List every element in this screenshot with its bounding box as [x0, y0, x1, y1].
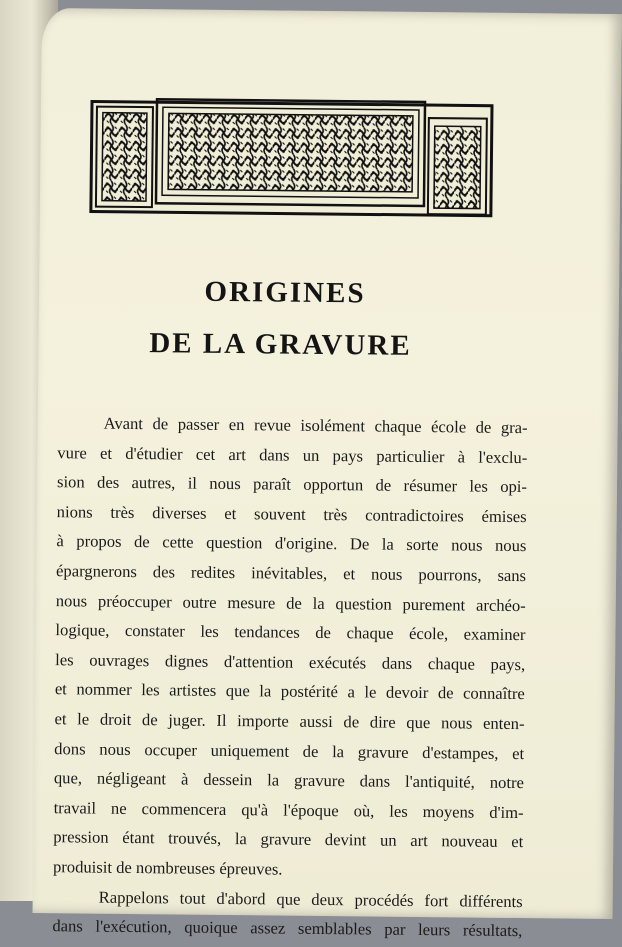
floral-headpiece-ornament-icon	[90, 97, 493, 219]
text-line: vure et d'étudier cet art dans un pays particulier à l'exclu-	[57, 442, 528, 467]
text-line: nous préoccuper outre mesure de la question purement archéo-	[55, 590, 526, 615]
text-line: et nommer les artistes que la postérité a le devoir de connaître	[54, 679, 525, 704]
text-line: dans l'exécution, quoique assez semblables par leurs résultats,	[52, 916, 523, 941]
text-line: Avant de passer en revue isolément chaque école de gra-	[103, 413, 528, 438]
text-line: que, négligeant à dessein la gravure dans l'antiquité, notre	[53, 768, 525, 793]
text-line: épargnerons des redites inévitables, et nous pourrons, sans	[56, 561, 527, 586]
text-line: et le droit de juger. Il importe aussi de dire que nous enten-	[54, 709, 525, 734]
text-line: dons nous occuper uniquement de la gravure d'estampes, et	[54, 738, 525, 763]
text-line: pression étant trouvés, la gravure devint un art nouveau et	[53, 827, 524, 852]
body-text	[52, 408, 528, 946]
text-line: Rappelons tout d'abord que deux procédés fort différents	[98, 887, 523, 911]
book-page	[33, 8, 622, 941]
text-line: les ouvrages dignes d'attention exécutés dans chaque pays,	[55, 649, 526, 674]
text-line: logique, constater les tendances de chaque école, examiner	[55, 620, 526, 645]
text-line: travail ne commencera qu'à l'époque où, les moyens d'im-	[53, 797, 524, 822]
text-line: sion des autres, il nous paraît opportun de résumer les opi-	[56, 472, 528, 497]
chapter-title-line-2: DE LA GRAVURE	[149, 327, 412, 362]
text-line: produisit de nombreuses épreuves.	[52, 857, 283, 879]
text-line: nions très diverses et souvent très contradictoires émises	[56, 501, 527, 526]
text-line: à propos de cette question d'origine. De la sorte nous nous	[56, 531, 527, 556]
chapter-title-line-1: ORIGINES	[204, 275, 366, 310]
